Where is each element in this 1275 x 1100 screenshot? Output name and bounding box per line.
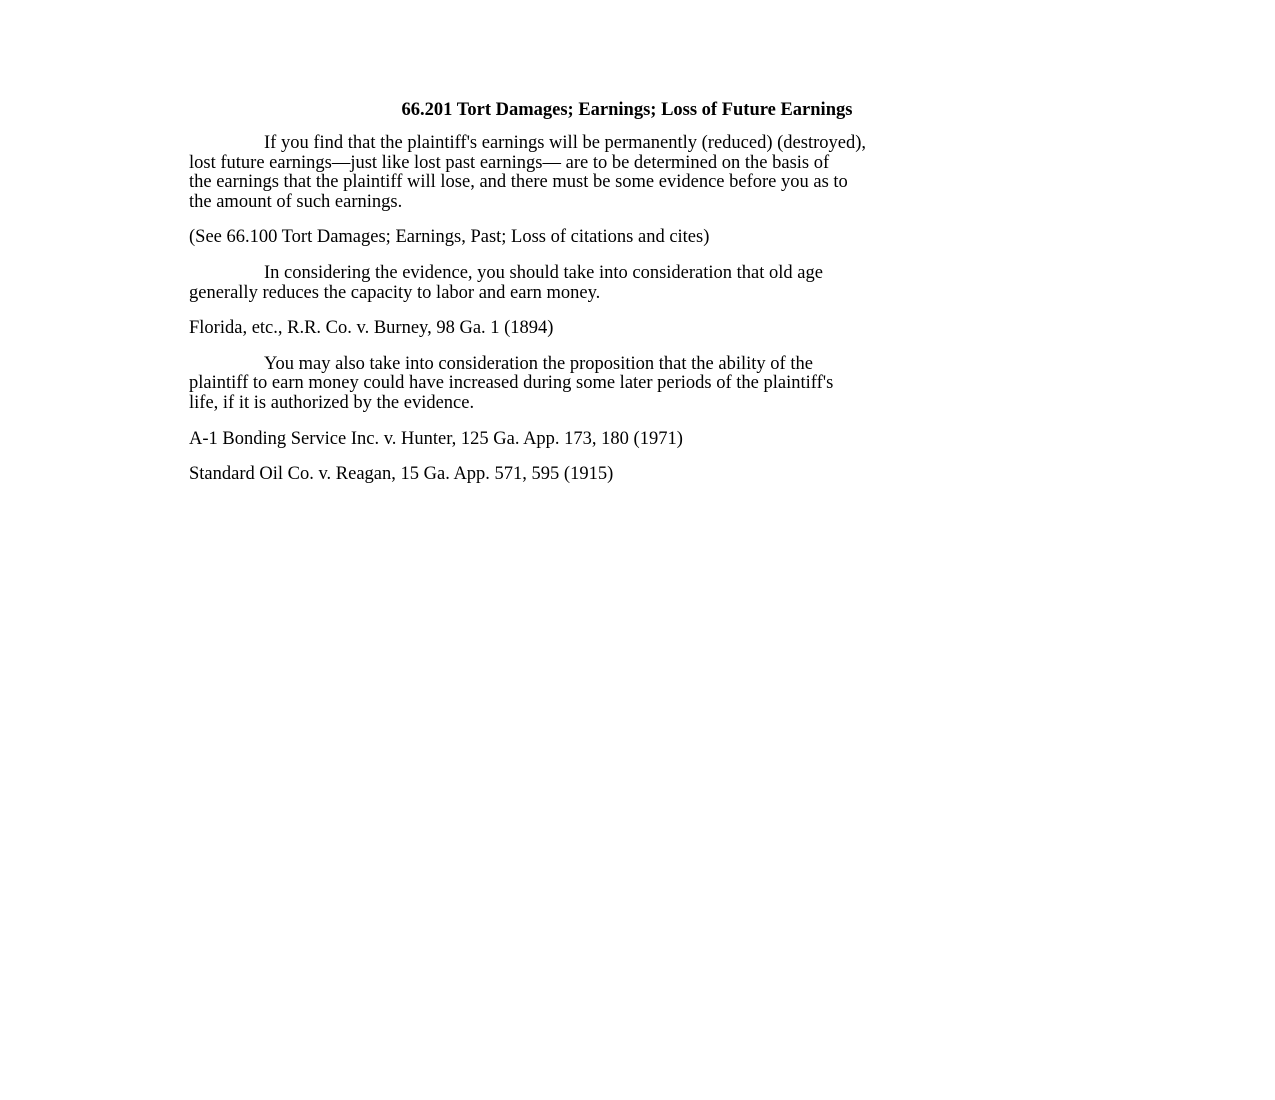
paragraph-line: In considering the evidence, you should take into consideration that old age — [264, 262, 823, 283]
paragraph-line: plaintiff to earn money could have increased during some later periods of the plaintiff's — [189, 373, 834, 394]
paragraph-line: lost future earnings—just like lost past earnings— are to be determined on the basis of — [189, 152, 830, 173]
paragraph-line: the earnings that the plaintiff will lose, and there must be some evidence before you as to — [189, 172, 848, 193]
paragraph-line: You may also take into consideration the proposition that the ability of the — [264, 353, 813, 374]
citation-florida-burney: Florida, etc., R.R. Co. v. Burney, 98 Ga. 1 (1894) — [189, 318, 554, 339]
paragraph-line: the amount of such earnings. — [189, 191, 403, 212]
citation-a1-bonding-hunter: A-1 Bonding Service Inc. v. Hunter, 125 Ga. App. 173, 180 (1971) — [189, 428, 683, 449]
paragraph-future-earnings — [189, 134, 1089, 212]
paragraph-line: If you find that the plaintiff's earnings will be permanently (reduced) (destroyed), — [264, 133, 866, 153]
paragraph-line: life, if it is authorized by the evidence. — [189, 392, 475, 413]
paragraph-increased-ability — [189, 355, 1089, 414]
document-title: 66.201 Tort Damages; Earnings; Loss of Future Earnings — [401, 100, 853, 120]
citation-standard-oil-reagan: Standard Oil Co. v. Reagan, 15 Ga. App. 571, 595 (1915) — [189, 464, 614, 485]
citation-see-66-100: (See 66.100 Tort Damages; Earnings, Past; Loss of citations and cites) — [189, 227, 710, 248]
document-page — [189, 98, 1089, 501]
paragraph-old-age — [189, 264, 1089, 303]
paragraph-line: generally reduces the capacity to labor and earn money. — [189, 282, 601, 303]
